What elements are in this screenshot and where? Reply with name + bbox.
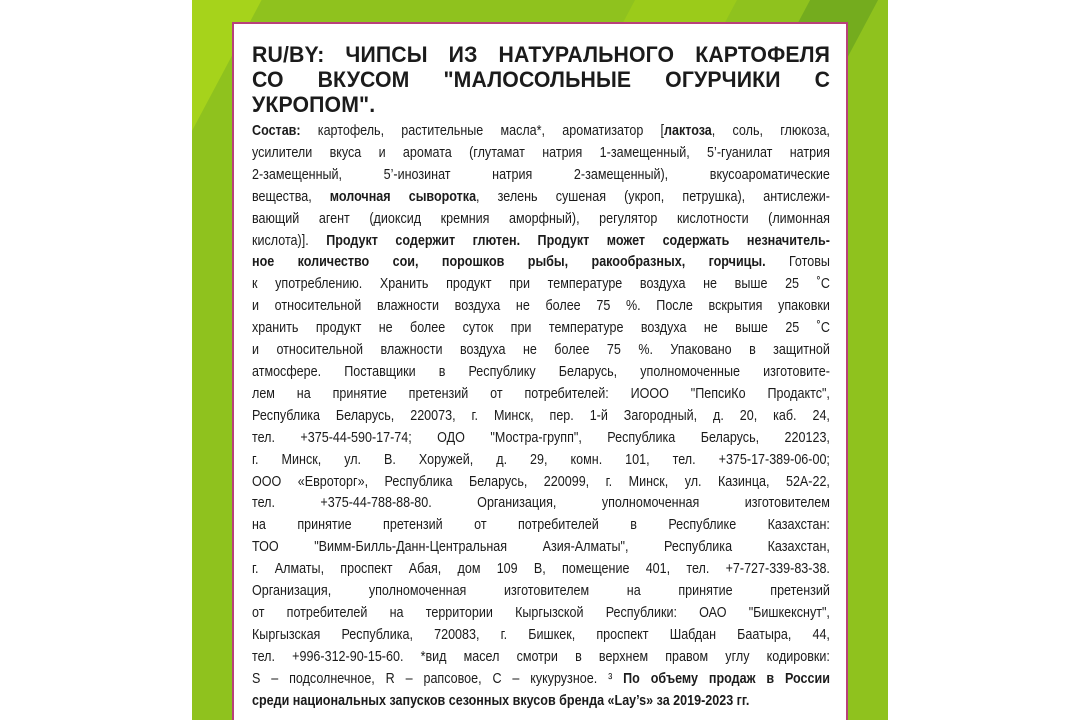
text-line <box>252 274 830 296</box>
bold-text: По объему продаж в России <box>623 670 830 687</box>
text-line <box>252 493 830 515</box>
text-fragment: атмосфере. Поставщики в Республику Беларусь, уполномоченные изготовите- <box>252 363 830 380</box>
text-fragment: кислота)]. <box>252 232 327 249</box>
text-line <box>252 450 830 472</box>
text-line <box>252 559 830 581</box>
bold-text: лактоза <box>664 123 712 139</box>
text-fragment: г. Минск, ул. В. Хоружей, д. 29, комн. 101, тел. +375-17-389-06-00; <box>252 451 830 468</box>
text-fragment: хранить продукт не более суток при температуре воздуха не выше 25 ˚С <box>252 320 830 337</box>
text-line <box>252 362 830 384</box>
text-fragment: S – подсолнечное, R – рапсовое, С – кукурузное. ³ <box>252 670 624 687</box>
text-line <box>252 472 830 494</box>
text-fragment: Республика Беларусь, 220073, г. Минск, пер. 1-й Загородный, д. 20, каб. 24, <box>252 407 830 424</box>
text-fragment: тел. +375-44-590-17-74; ОДО "Мостра-групп", Республика Беларусь, 220123, <box>252 429 830 446</box>
text-line <box>252 165 830 187</box>
text-fragment: усилители вкуса и аромата (глутамат натрия 1-замещенный, 5’-гуанилат натрия <box>252 144 830 161</box>
text-fragment: на принятие претензий от потребителей в Республике Казахстан: <box>252 517 830 534</box>
text-fragment: Кыргызская Республика, 720083, г. Бишкек, проспект Шабдан Баатыра, 44, <box>252 626 830 643</box>
text-line <box>252 231 830 253</box>
text-line <box>252 625 830 647</box>
text-line <box>252 187 830 209</box>
text-fragment: г. Алматы, проспект Абая, дом 109 В, помещение 401, тел. +7-727-339-83-38. <box>252 561 830 578</box>
text-line <box>252 428 830 450</box>
bold-text: молочная сыворотка <box>329 188 477 205</box>
text-line <box>252 143 830 165</box>
text-line <box>252 647 830 669</box>
text-fragment: ТОО "Вимм-Билль-Данн-Центральная Азия-Алматы", Республика Казахстан, <box>252 539 830 556</box>
text-line <box>252 209 830 231</box>
text-fragment: 2-замещенный, 5’-инозинат натрия 2-замещенный), вкусоароматические <box>252 166 830 183</box>
text-line <box>252 515 830 537</box>
composition-text <box>252 121 830 712</box>
text-line <box>252 384 830 406</box>
text-line <box>252 121 830 143</box>
product-title <box>252 42 830 117</box>
bold-text: Состав: <box>252 123 301 139</box>
text-fragment: , соль, глюкоза, <box>711 123 830 139</box>
text-line <box>252 252 830 274</box>
label-panel <box>232 22 848 720</box>
text-fragment: тел. +375-44-788-88-80. Организация, уполномоченная изготовителем <box>252 495 830 512</box>
text-line <box>252 406 830 428</box>
text-fragment: и относительной влажности воздуха не более 75 %. Упаковано в защитной <box>252 342 830 359</box>
text-line <box>252 318 830 340</box>
text-fragment: вающий агент (диоксид кремния аморфный), регулятор кислотности (лимонная <box>252 210 830 227</box>
text-fragment: ООО «Евроторг», Республика Беларусь, 220099, г. Минск, ул. Казинца, 52А-22, <box>252 473 830 490</box>
bold-text: ное количество сои, порошков рыбы, ракообразных, горчицы. <box>252 254 766 271</box>
text-line <box>252 603 830 625</box>
text-fragment: тел. +996-312-90-15-60. *вид масел смотри в верхнем правом углу кодировки: <box>252 648 830 665</box>
text-fragment: Готовы <box>765 254 830 271</box>
text-line <box>252 669 830 691</box>
title-line-1: RU/BY: ЧИПСЫ ИЗ НАТУРАЛЬНОГО КАРТОФЕЛЯ <box>252 42 831 67</box>
text-fragment: Организация, уполномоченная изготовителем на принятие претензий <box>252 583 830 600</box>
text-fragment: от потребителей на территории Кыргызской Республики: ОАО "Бишкекснут", <box>252 604 830 621</box>
text-line <box>252 296 830 318</box>
text-line <box>252 340 830 362</box>
text-line <box>252 537 830 559</box>
bold-text: среди национальных запусков сезонных вкусов бренда «Lay’s» за 2019-2023 гг. <box>252 692 750 709</box>
title-line-2: СО ВКУСОМ "МАЛОСОЛЬНЫЕ ОГУРЧИКИ С УКРОПОМ". <box>252 67 831 117</box>
text-fragment: картофель, растительные масла*, ароматизатор [ <box>300 123 665 139</box>
text-fragment: лем на принятие претензий от потребителей: ИООО "ПепсиКо Продактс", <box>252 385 830 402</box>
text-fragment: вещества, <box>252 188 330 205</box>
text-line <box>252 581 830 603</box>
text-fragment: , зелень сушеная (укроп, петрушка), антислежи- <box>476 188 830 205</box>
text-fragment: к употреблению. Хранить продукт при температуре воздуха не выше 25 ˚С <box>252 276 830 293</box>
text-line <box>252 691 830 713</box>
bold-text: Продукт содержит глютен. Продукт может содержать незначитель- <box>326 232 830 249</box>
text-fragment: и относительной влажности воздуха не более 75 %. После вскрытия упаковки <box>252 298 830 315</box>
